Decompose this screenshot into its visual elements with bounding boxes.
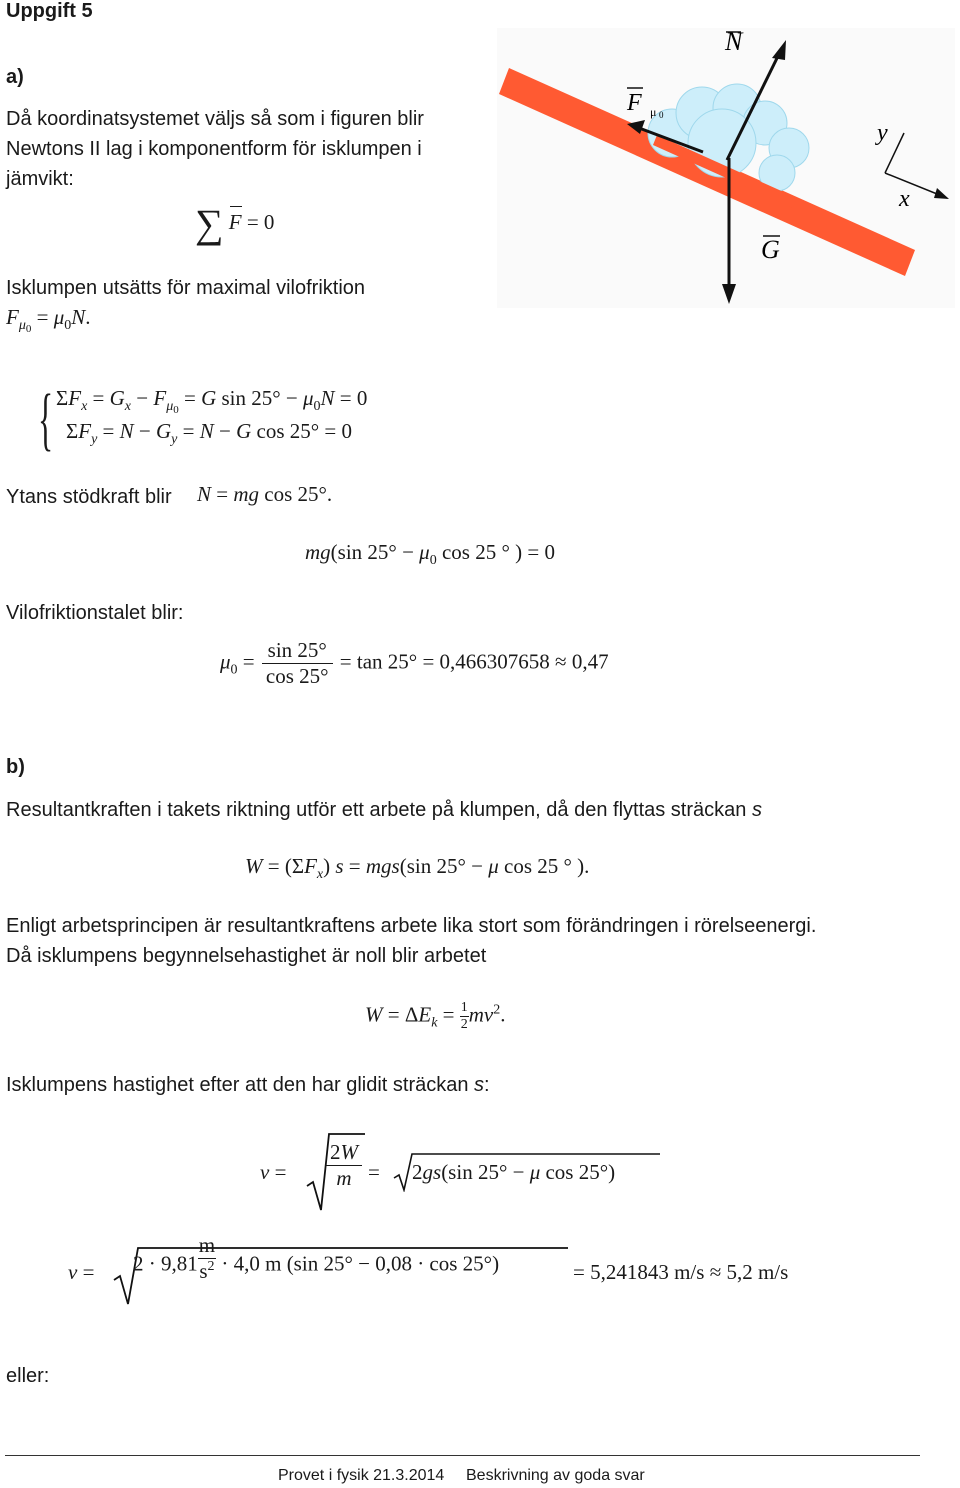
label-x: x — [899, 186, 910, 212]
intro-line-2: Newtons II lag i komponentform för isklumpen i — [6, 138, 422, 160]
friction-formula: $F_{\mu_0} = \mu_0N$. — [6, 305, 91, 335]
sum-fy-equation: $\Sigma F_y = N - G_y = N - G$ cos 25° = 0 — [66, 419, 352, 447]
part-a-label: a) — [6, 66, 24, 88]
v-approx: 5,2 m/s — [726, 1260, 789, 1284]
label-g: G — [761, 235, 780, 264]
velocity-result: = 5,241843 m/s ≈ 5,2 m/s — [573, 1260, 789, 1284]
velocity-numeric: 2 · 9,81 $\frac{m}{s^2}$ · 4,0 m (sin 25° − 0,08 · cos 25°) — [133, 1233, 500, 1283]
mu-equation: $\mu_0$ = $\frac{\sin 25^\circ}{\cos 25^\circ}$ = tan 25° = 0,466307658 ≈ 0,47 — [220, 638, 609, 688]
part-b-line-1 — [6, 795, 762, 825]
label-f: F — [627, 90, 642, 116]
footer-divider — [5, 1455, 920, 1456]
part-b-line-4 — [6, 1070, 490, 1100]
mg-equation: mg(sin $25^\circ - \mu_0$ cos 25 ° ) = 0 — [305, 540, 555, 568]
incline-figure — [497, 28, 955, 308]
max-friction-text: Isklumpen utsätts för maximal vilofriktion — [6, 277, 366, 299]
distance-value: 4,0 m — [233, 1251, 282, 1276]
intro-line-3: jämvikt: — [6, 168, 74, 190]
velocity-formula-2: 2gs(sin 25° − μ cos 25°) — [412, 1160, 616, 1184]
g-value: 9,81 — [161, 1251, 198, 1276]
kinetic-energy-equation: $W = \Delta E_k$ = $\frac{1}{2}$ $mv^2$. — [365, 1000, 506, 1032]
normal-force-text: Ytans stödkraft blir — [6, 486, 172, 508]
or-text: eller: — [6, 1365, 50, 1387]
label-y: y — [877, 120, 888, 146]
equals-sign-1: = — [368, 1160, 380, 1184]
label-mu0: μ — [650, 105, 657, 119]
intro-line-1: Då koordinatsystemet väljs så som i figuren blir — [6, 108, 424, 130]
mu-approx: 0,47 — [571, 649, 609, 674]
velocity-fraction: $\frac{2W}{m}$ — [326, 1140, 362, 1191]
part-b-label: b) — [6, 756, 25, 778]
sum-fx-equation: $\Sigma F_x = G_x - F_{\mu_0} = G$ $\sin 25^\circ - \mu_0N = 0$ — [56, 386, 368, 416]
normal-force-formula: N = mg cos 25°. — [197, 482, 333, 506]
mu-kinetic: 0,08 — [375, 1251, 412, 1276]
part-b-line-3: Då isklumpens begynnelsehastighet är noll blir arbetet — [6, 945, 487, 967]
system-brace: { — [38, 381, 54, 458]
footer-left: Provet i fysik 21.3.2014 — [278, 1467, 445, 1484]
coefficient-text: Vilofriktionstalet blir: — [6, 602, 184, 624]
part-b-line-4-var: s — [474, 1074, 485, 1096]
label-mu0-sub: 0 — [659, 110, 664, 120]
equilibrium-equation: ∑ F = 0 — [195, 201, 275, 246]
label-n: N — [725, 28, 743, 56]
footer-right: Beskrivning av goda svar — [466, 1467, 645, 1484]
page-title: Uppgift 5 — [6, 0, 93, 22]
part-b-line-4-suffix: : — [484, 1074, 490, 1096]
v-value: 5,241843 m/s — [590, 1260, 705, 1284]
mu-value: 0,466307658 — [439, 649, 550, 674]
part-b-line-4-text: Isklumpens hastighet efter att den har glidit sträckan — [6, 1074, 475, 1096]
velocity-formula-label: v = — [260, 1160, 287, 1184]
work-equation: $W = (\Sigma F_x) s = mgs(\sin$ 25° − μ cos 25 ° ). — [245, 854, 590, 882]
part-b-line-1-text: Resultantkraften i takets riktning utför ett arbete på klumpen, då den flyttas sträckan — [6, 799, 752, 821]
part-b-line-2: Enligt arbetsprincipen är resultantkraftens arbete lika stort som förändringen i rörelseenergi. — [6, 915, 817, 937]
velocity-numeric-label: v = — [68, 1260, 95, 1284]
part-b-line-1-var: s — [751, 799, 762, 821]
